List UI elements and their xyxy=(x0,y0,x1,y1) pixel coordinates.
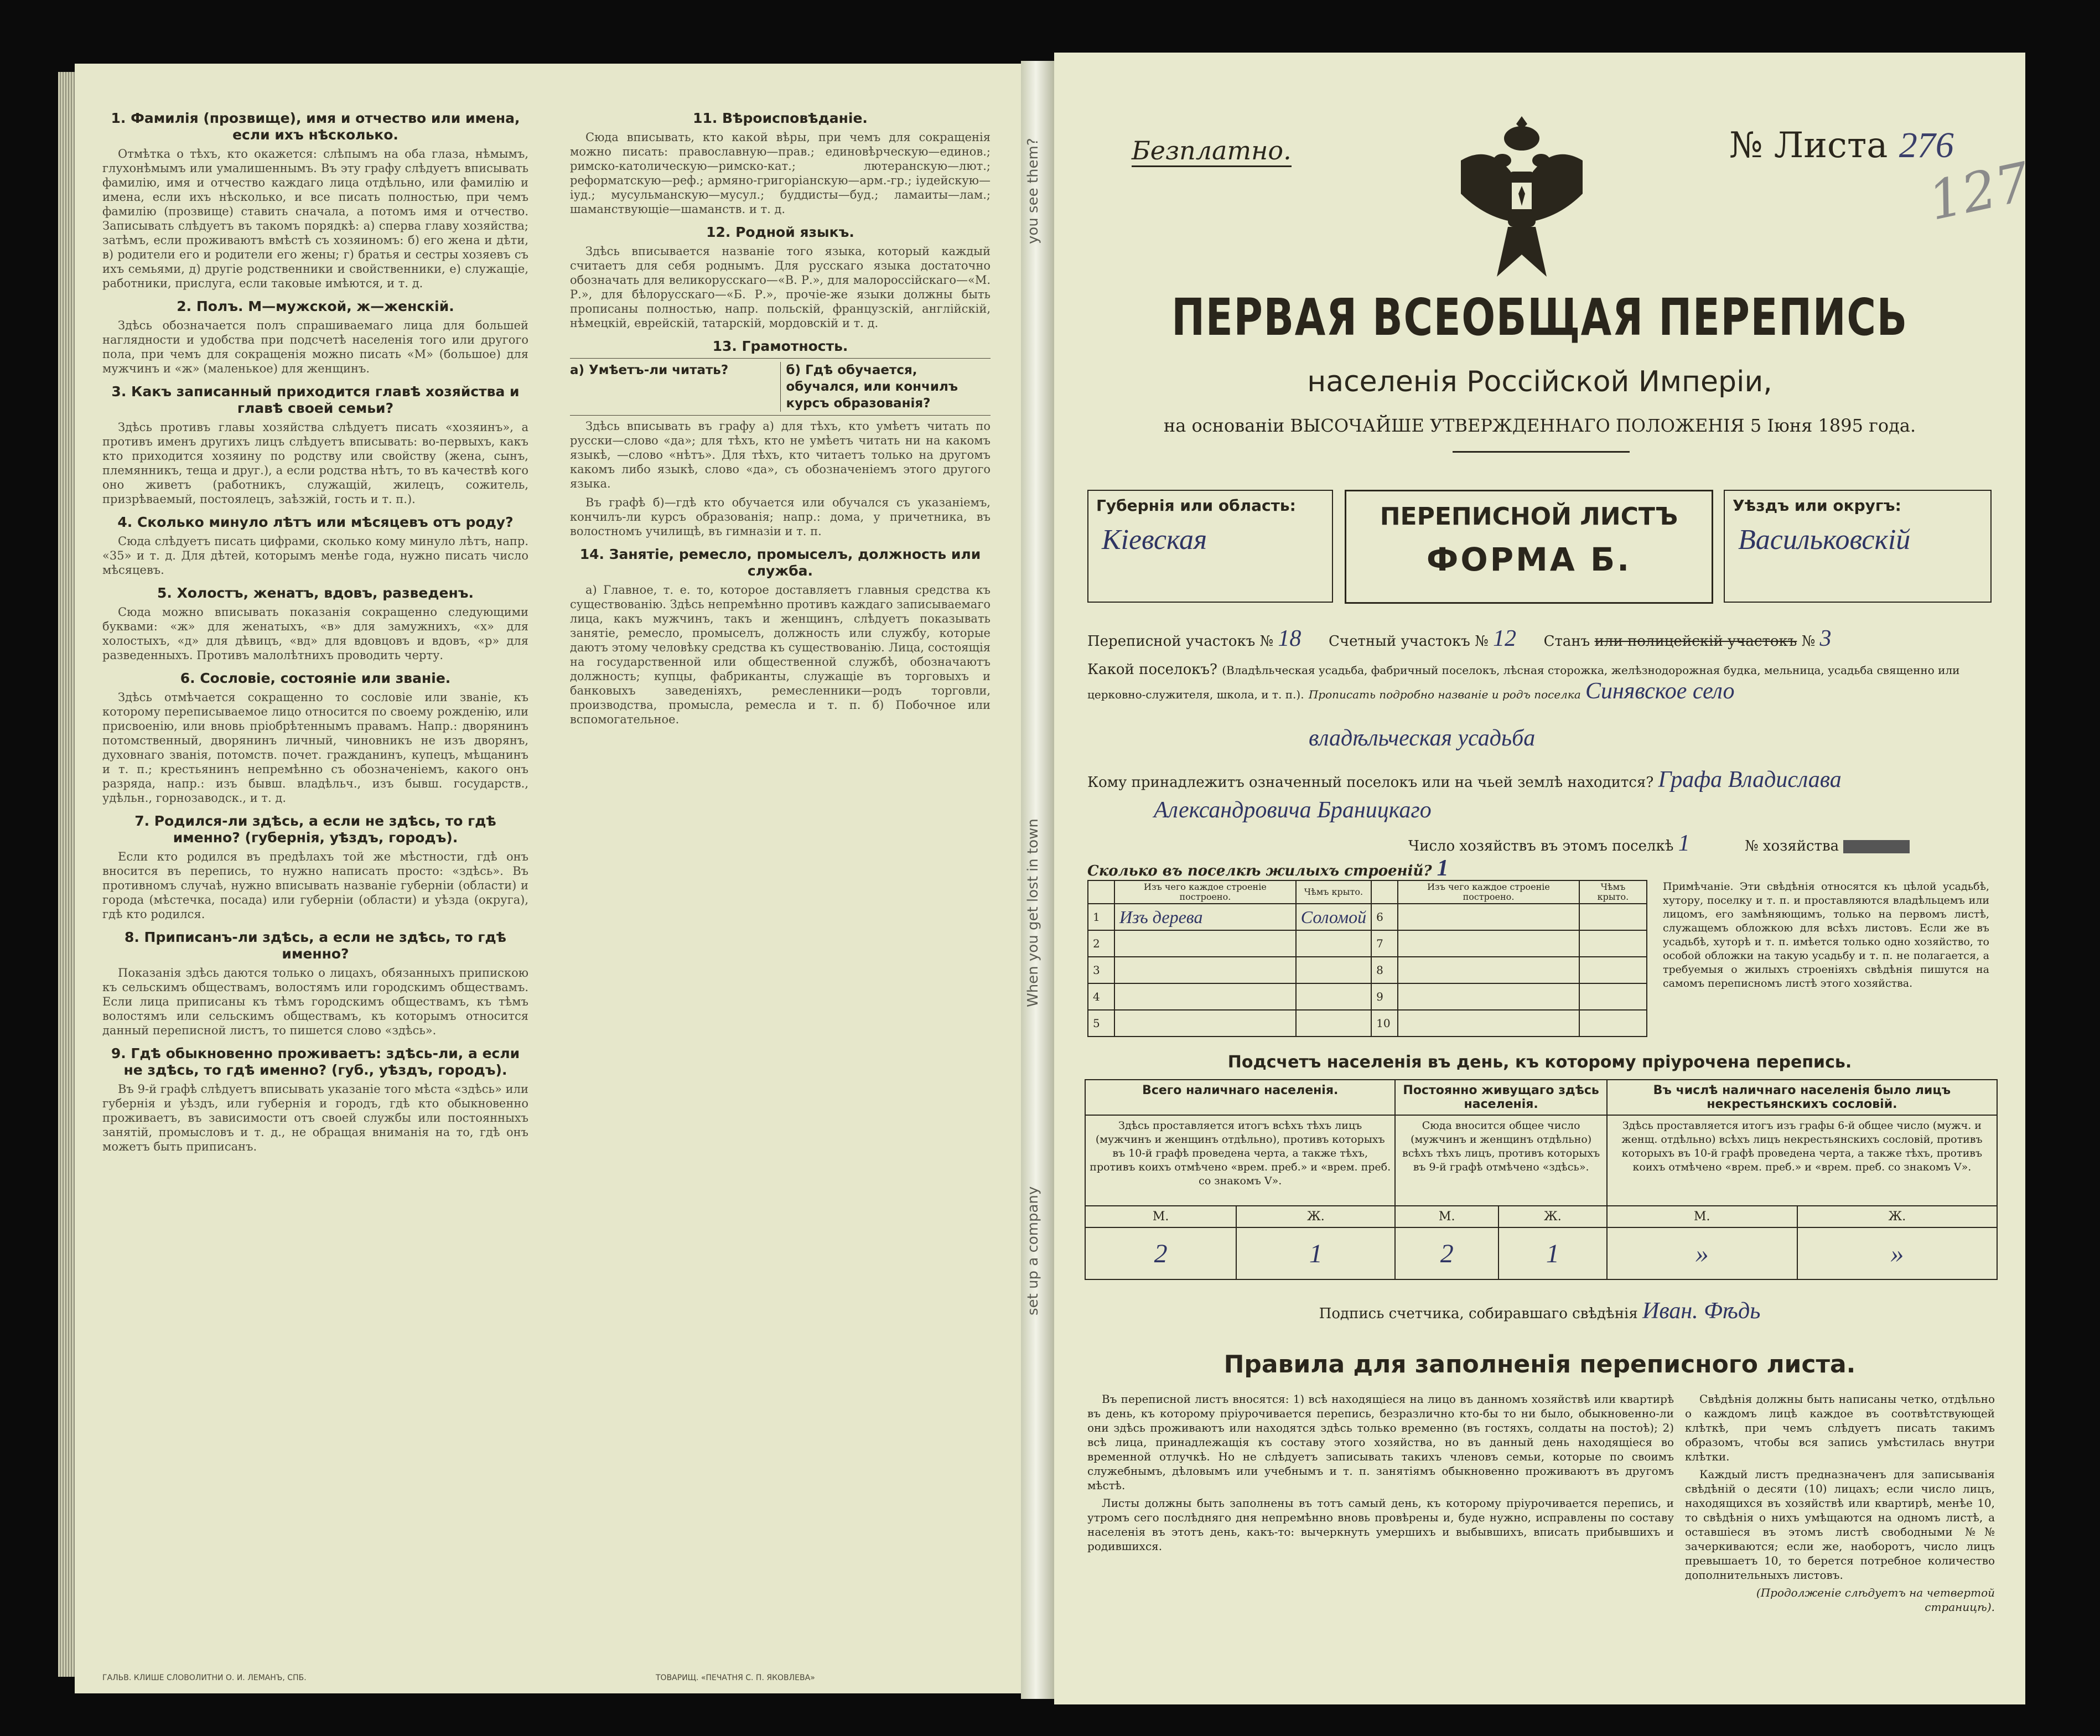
form-name-box xyxy=(1345,490,1713,604)
buildings-note: Примѣчаніе. Эти свѣдѣнія относятся къ цѣлой усадьбѣ, хутору, поселку и т. п. и проставляются владѣльцемъ или лицомъ, его замѣняющимъ, только на первомъ листѣ, служащемъ обложкою для всѣхъ листовъ. Если же въ усадьбѣ, хуторѣ и т. п. имѣется только одно хозяйство, то особой обложки на такую усадьбу и т. п. не полагается, а требуемыя о жилыхъ строеніяхъ свѣдѣнія пишутся на самомъ переписномъ листѣ этого хозяйства. xyxy=(1663,880,1989,989)
redaction-mark xyxy=(1843,840,1910,853)
item-heading: 6. Сословіе, состояніе или званіе. xyxy=(180,670,451,686)
col-built-header: Изъ чего каждое строеніе построено. xyxy=(1114,880,1296,904)
roof-cell xyxy=(1296,1010,1371,1037)
roof-cell xyxy=(1579,957,1647,983)
item-text: Здѣсь противъ главы хозяйства слѣдуетъ писать «хозяинъ», а противъ именъ другихъ лицъ слѣдуетъ вписывать: во-первыхъ, какъ кто приходится хозяину по родству или свойству (жена, сынъ, племянникъ, теща и друг.), а если родства нѣтъ, то въ качествѣ кого оно живетъ (работникъ, служащій, жилецъ, сожитель, призрѣваемый, постоялецъ, заѣзжій, гость и т. п.). xyxy=(102,421,528,506)
owner-value: Графа Владислава xyxy=(1658,767,1842,792)
item-heading: 5. Холостъ, женатъ, вдовъ, разведенъ. xyxy=(157,585,474,601)
resident-population-desc: Сюда вносится общее число (мужчинъ и женщинъ отдѣльно) всѣхъ тѣхъ лицъ, противъ которыхъ въ 9-й графѣ отмѣчено «здѣсь». xyxy=(1395,1115,1606,1206)
item-text: Сюда вписывать, кто какой вѣры, при чемъ для сокращенія можно писать: православную—прав.; единовѣрческую—единов.; римско-католическую—римско-кат.; лютеранскую—лют.; реформатскую—реф.; армяно-григоріанскую—арм.-гр.; іудейскую—іуд.; мусульманскую—мусул.; буддисты—буд.; ламаиты—лам.; шаманствующіе—шаманств. и т. д. xyxy=(570,131,991,216)
female-header: Ж. xyxy=(1236,1206,1395,1227)
household-no-label: № хозяйства xyxy=(1744,838,1839,854)
item-heading: 1. Фамилія (прозвище), имя и отчество или имена, если ихъ нѣсколько. xyxy=(111,110,520,143)
printer-credit: ГАЛЬВ. КЛИШЕ СЛОВОЛИТНИ О. И. ЛЕМАНЪ, СПБ. xyxy=(102,1673,307,1682)
roof-cell xyxy=(1296,957,1371,983)
instructions-column-2 xyxy=(570,102,991,731)
buildings-row xyxy=(1087,855,1995,882)
pencil-folio-number: 127 xyxy=(1923,151,2035,232)
item-text: Въ 9-й графѣ слѣдуетъ вписывать указаніе того мѣста «здѣсь» или губернія и уѣздъ, или губернія и городъ, гдѣ кто обыкновенно проживаетъ, въ зависимости отъ своей службы или постоянныхъ занятій, промысловъ и т. д., не обращая вниманія на то, гдѣ онъ можетъ быть приписанъ. xyxy=(102,1082,528,1153)
page-subtitle: населенія Россійской Имперіи, xyxy=(1307,365,1772,398)
buildings-label: Сколько въ поселкѣ жилыхъ строеній? xyxy=(1087,863,1432,879)
built-cell xyxy=(1114,957,1296,983)
count-cell: 1 xyxy=(1236,1227,1395,1279)
settlement-hint-2: Прописать подробно названіе и родъ поселка xyxy=(1308,688,1581,701)
signature-label: Подпись счетчика, собиравшаго свѣдѣнія xyxy=(1319,1305,1638,1322)
gubernia-box xyxy=(1087,490,1333,603)
continued-note: (Продолженіе слѣдуетъ на четвертой страницѣ). xyxy=(1756,1586,1995,1614)
rules-paragraph: Въ переписной листъ вносятся: 1) всѣ находящіеся на лицо въ данномъ хозяйствѣ или квартирѣ въ день, къ которому пріурочивается перепись, безразлично кто-бы то ни было, обыкновенно-ли они здѣсь проживаютъ или находятся здѣсь только временно (въ гостяхъ, солдаты на постоѣ); 2) всѣ лица, принадлежащія къ составу этого хозяйства, но въ данный день находящіеся во временной отлучкѣ. Но не слѣдуетъ записывать такихъ членовъ семьи, которые по своимъ служебнымъ, дѣловымъ или учебнымъ и т. п. занятіямъ обыкновенно проживаютъ въ другомъ мѣстѣ. xyxy=(1087,1392,1674,1492)
owner-row-2 xyxy=(1087,797,2061,823)
built-cell: Изъ дерева xyxy=(1114,904,1296,930)
built-cell xyxy=(1398,1010,1579,1037)
settlement-row-2 xyxy=(1087,725,2100,752)
divider xyxy=(1453,451,1630,453)
table-row xyxy=(1088,983,1647,1010)
left-page-instructions xyxy=(75,64,1021,1693)
sheet-number-label: № Листа xyxy=(1729,125,1888,166)
owner-label: Кому принадлежитъ означенный поселокъ или на чьей землѣ находится? xyxy=(1087,774,1654,791)
gubernia-value: Кіевская xyxy=(1102,524,1207,556)
printer-credit: ТОВАРИЩ. «ПЕЧАТНЯ С. П. ЯКОВЛЕВА» xyxy=(656,1673,815,1682)
right-page-census-form xyxy=(1054,53,2035,1704)
resident-population-header: Постоянно живущаго здѣсь населенія. xyxy=(1395,1080,1606,1115)
count-district-value: 12 xyxy=(1492,626,1516,651)
settlement-hint: (Владѣльческая усадьба, фабричный поселокъ, лѣсная сторожка, желѣзнодорожная будка, мельница, усадьба священно или церковно-служителя, школа, и т. п.). xyxy=(1087,664,1960,701)
item-heading: 12. Родной языкъ. xyxy=(706,224,854,240)
count-cell: » xyxy=(1607,1227,1797,1279)
row-number: 2 xyxy=(1088,930,1114,957)
col-roof-header: Чѣмъ крыто. xyxy=(1296,880,1371,904)
census-district-label: Переписной участокъ № xyxy=(1087,633,1274,650)
row-number: 9 xyxy=(1371,983,1398,1010)
built-cell xyxy=(1114,930,1296,957)
present-population-header: Всего наличнаго населенія. xyxy=(1085,1080,1395,1115)
item-text: а) Главное, т. е. то, которое доставляетъ главныя средства къ существованію. Здѣсь непремѣнно противъ каждаго записываемаго лица, какъ мужчинъ, такъ и женщинъ, слѣдуетъ показывать занятіе, ремесло, промыселъ, должность или службу, которые даютъ этому человѣку средства къ существованію. Лица, состоящія на государственной или общественной службѣ, обозначаютъ должность; купцы, фабриканты, служащіе въ торговыхъ и банковыхъ заведеніяхъ, ремесленники—родъ торговли, производства, промысла, ремесла и т. п. б) Побочное или вспомогательное. xyxy=(570,583,991,726)
item-text: Сюда слѣдуетъ писать цифрами, сколько кому минуло лѣтъ, напр. «35» и т. д. Для дѣтей, которымъ менѣе года, нужно писать число мѣсяцевъ. xyxy=(102,535,528,577)
non-peasant-desc: Здѣсь проставляется итогъ изъ графы 6-й общее число (мужч. и женщ. отдѣльно) всѣхъ лицъ некрестьянскихъ сословій, противъ которыхъ въ 10-й графѣ проведена черта, а также тѣхъ, противъ коихъ отмѣчено «врем. преб.» и «врем. преб. со знакомъ V». xyxy=(1607,1115,1997,1206)
uezd-label: Уѣздъ или округъ: xyxy=(1733,496,1901,515)
item-heading: 13. Грамотность. xyxy=(712,338,848,354)
row-number: 3 xyxy=(1088,957,1114,983)
count-cell: 1 xyxy=(1498,1227,1607,1279)
census-district-value: 18 xyxy=(1278,626,1302,651)
stan-label: Станъ xyxy=(1543,633,1590,650)
rules-column-1 xyxy=(1087,1392,1674,1557)
male-header: М. xyxy=(1607,1206,1797,1227)
built-cell xyxy=(1114,1010,1296,1037)
row-number: 4 xyxy=(1088,983,1114,1010)
item-heading: 2. Полъ. М—мужской, ж—женскій. xyxy=(177,298,454,314)
built-cell xyxy=(1398,930,1579,957)
uezd-value: Васильковскій xyxy=(1738,524,1911,556)
built-cell xyxy=(1398,957,1579,983)
signature-value: Иван. Фѣдь xyxy=(1642,1298,1761,1324)
rules-title: Правила для заполненія переписного листа. xyxy=(1223,1350,1856,1379)
stan-no-label: № xyxy=(1801,633,1816,650)
roof-cell xyxy=(1296,983,1371,1010)
row-number: 6 xyxy=(1371,904,1398,930)
present-population-desc: Здѣсь проставляется итогъ всѣхъ тѣхъ лицъ (мужчинъ и женщинъ отдѣльно), противъ которыхъ въ 10-й графѣ проведена черта, а также тѣхъ, противъ коихъ отмѣчено «врем. преб.» и «врем. преб. со знакомъ V». xyxy=(1085,1115,1395,1206)
count-cell: » xyxy=(1797,1227,1997,1279)
count-district-label: Счетный участокъ № xyxy=(1329,633,1489,650)
owner-row xyxy=(1087,766,1995,793)
built-cell xyxy=(1114,983,1296,1010)
built-cell xyxy=(1398,904,1579,930)
page-title: ПЕРВАЯ ВСЕОБЩАЯ ПЕРЕПИСЬ xyxy=(1171,288,1908,347)
households-row xyxy=(1087,830,2100,857)
owner-value-2: Александровича Браницкаго xyxy=(1154,797,1432,823)
settlement-value: Синявское село xyxy=(1585,678,1735,704)
table-row xyxy=(1088,904,1647,930)
table-row xyxy=(1088,930,1647,957)
roof-cell xyxy=(1579,1010,1647,1037)
population-count-title: Подсчетъ населенія въ день, къ которому пріурочена перепись. xyxy=(1227,1053,1852,1072)
roof-cell xyxy=(1296,930,1371,957)
roof-cell xyxy=(1579,983,1647,1010)
gubernia-label: Губернія или область: xyxy=(1096,496,1296,515)
roof-cell xyxy=(1579,904,1647,930)
item-heading: б) Гдѣ обучается, обучался, или кончилъ курсъ образованія? xyxy=(780,362,991,412)
item-heading: а) Умѣетъ-ли читать? xyxy=(570,363,729,377)
row-number: 7 xyxy=(1371,930,1398,957)
item-text: Если кто родился въ предѣлахъ той же мѣстности, гдѣ онъ вносится въ перепись, то нужно написать просто: «здѣсь». Въ противномъ случаѣ, нужно вписывать названіе губерніи (области) и города (мѣстечка, посада) или губерніи (области) и уѣзда (округа), гдѣ кто родился. xyxy=(102,850,528,921)
households-label: Число хозяйствъ въ этомъ поселкѣ xyxy=(1408,838,1674,854)
item-text: Здѣсь обозначается полъ спрашиваемаго лица для большей наглядности и удобства при подсчетѣ населенія того или другого пола, при чемъ для сокращенія можно писать «М» (большое) для мужчинъ и «ж» (маленькое) для женщинъ. xyxy=(102,319,528,375)
item-text: Въ графѣ б)—гдѣ кто обучается или обучался съ указаніемъ, кончилъ-ли курсъ образованія; напр.: дома, у причетника, въ волостномъ училищѣ, въ гимназіи и т. п. xyxy=(570,496,991,538)
item-text: Здѣсь вписывается названіе того языка, который каждый считаетъ для себя роднымъ. Для русскаго языка достаточно обозначать для великорусскаго—«В. Р.», для малороссійскаго—«М. Р.», для бѣлорусскаго—«Б. Р.», прочіе-же языки должны быть прописаны полностью, напр. польскій, французскій, англійскій, нѣмецкій, еврейскій, татарскій, мордовскій и т. д. xyxy=(570,245,991,330)
buildings-table xyxy=(1087,880,1647,1037)
item-heading: 11. Вѣроисповѣданіе. xyxy=(693,110,868,126)
settlement-row xyxy=(1087,661,1995,704)
count-cell: 2 xyxy=(1085,1227,1236,1279)
roof-cell: Соломой xyxy=(1296,904,1371,930)
households-value: 1 xyxy=(1678,831,1690,856)
item-heading: 9. Гдѣ обыкновенно проживаетъ: здѣсь-ли, а если не здѣсь, то гдѣ именно? (губ., уѣздъ, городъ). xyxy=(111,1045,520,1078)
literacy-subheadings xyxy=(570,358,991,416)
settlement-value-2: владѣльческая усадьба xyxy=(1309,726,1536,751)
item-text: Отмѣтка о тѣхъ, кто окажется: слѣпымъ на оба глаза, нѣмымъ, глухонѣмымъ или умалишеннымъ. Въ эту графу слѣдуетъ вписывать фамилію, имя и отчество каждаго лица отдѣльно, или фамилію и имена, если ихъ нѣсколько, и все писать полностью, при чемъ фамилію (прозвище) ставить сначала, а потомъ имя и отчество. Записывать слѣдуетъ въ такомъ порядкѣ: а) сперва главу хозяйства; затѣмъ, если проживаютъ вмѣстѣ съ хозяиномъ: б) его жена и дѣти, в) родители его и родители его жены; г) братья и сестры хозяевъ съ ихъ семьями, д) другіе родственники и свойственники, е) служащіе, работники, прислуга, если таковые имѣются, и т. д. xyxy=(102,147,528,290)
population-count-table xyxy=(1085,1079,1998,1280)
strip-text: you see them? xyxy=(1025,138,1041,244)
built-cell xyxy=(1398,983,1579,1010)
non-peasant-header: Въ числѣ наличнаго населенія было лицъ некрестьянскихъ сословій. xyxy=(1607,1080,1997,1115)
sheet-number-value: 276 xyxy=(1899,125,1954,165)
col-built-header: Изъ чего каждое строеніе построено. xyxy=(1398,880,1579,904)
item-text: Здѣсь вписывать въ графу а) для тѣхъ, кто умѣетъ читать по русски—слово «да»; для тѣхъ, кто не умѣетъ читать ни на какомъ языкѣ, —слово «нѣтъ». Для тѣхъ, кто читаетъ только на другомъ какомъ либо языкѣ, слово «да», съ обозначеніемъ этого другого языка. xyxy=(570,419,991,490)
stan-struck-text: или полицейскій участокъ xyxy=(1594,633,1797,650)
form-type: ФОРМА Б. xyxy=(1426,541,1632,578)
male-header: М. xyxy=(1395,1206,1498,1227)
item-heading: 4. Сколько минуло лѣтъ или мѣсяцевъ отъ роду? xyxy=(117,514,514,530)
col-roof-header: Чѣмъ крыто. xyxy=(1579,880,1647,904)
table-row xyxy=(1088,957,1647,983)
free-label: Безплатно. xyxy=(1132,136,1292,167)
row-number: 1 xyxy=(1088,904,1114,930)
stan-value: 3 xyxy=(1819,626,1832,651)
uezd-box xyxy=(1724,490,1992,603)
male-header: М. xyxy=(1085,1206,1236,1227)
legal-basis: на основаніи ВЫСОЧАЙШЕ УТВЕРЖДЕННАГО ПОЛОЖЕНІЯ 5 Іюня 1895 года. xyxy=(1163,415,1916,436)
item-text: Сюда можно вписывать показанія сокращенно следующими буквами: «ж» для женатыхъ, «в» для замужнихъ, «х» для холостыхъ, «д» для дѣвицъ, «вд» для вдовцовъ и вдовъ, «р» для разведенныхъ. Противъ малолѣтнихъ проводить черту. xyxy=(102,605,528,662)
item-heading: 8. Приписанъ-ли здѣсь, а если не здѣсь, то гдѣ именно? xyxy=(124,929,507,962)
item-heading: 7. Родился-ли здѣсь, а если не здѣсь, то гдѣ именно? (губернія, уѣздъ, городъ). xyxy=(134,813,496,846)
strip-text: When you get lost in town xyxy=(1025,818,1041,1008)
item-text: Здѣсь отмѣчается сокращенно то сословіе или званіе, къ которому переписываемое лицо относится по своему рожденію, или присвоенію, или вновь пріобрѣтеннымъ правамъ. Напр.: дворянинъ потомственный, дворянинъ личный, чиновникъ не изъ дворянъ, духовнаго званія, потомств. почет. гражданинъ, купецъ, мѣщанинъ и т. п.; крестьянинъ непремѣнно съ обозначеніемъ, какого онъ разряда, напр.: изъ бывш. владѣльч., изъ бывш. государств., удѣльн., горнозаводск., и т. д. xyxy=(102,691,528,805)
rules-paragraph: Каждый листъ предназначенъ для записыванія свѣдѣній о десяти (10) лицахъ; если число лицъ, находящихся въ хозяйствѣ или квартирѣ, менѣе 10, то свѣдѣнія о нихъ умѣщаются на одномъ листѣ, а оставшіеся въ этомъ листѣ свободными №№ зачеркиваются; если же, наоборотъ, число лицъ превышаетъ 10, то берется потребное количество дополнительныхъ листовъ. xyxy=(1685,1468,1995,1582)
rules-paragraph: Листы должны быть заполнены въ тотъ самый день, къ которому пріурочивается перепись, и утромъ сего послѣдняго дня непремѣнно вновь провѣрены и, буде нужно, исправлены по составу населенія въ этотъ день, какъ-то: вычеркнуть умершихъ и выбывшихъ, вписать прибывшихъ и родившихся. xyxy=(1087,1496,1674,1553)
rules-paragraph: Свѣдѣнія должны быть написаны четко, отдѣльно о каждомъ лицѣ каждое въ соотвѣтствующей клѣткѣ, при чемъ слѣдуетъ писать такимъ образомъ, чтобы вся запись умѣстилась внутри клѣтки. xyxy=(1685,1392,1995,1463)
roof-cell xyxy=(1579,930,1647,957)
item-heading: 3. Какъ записанный приходится главѣ хозяйства и главѣ своей семьи? xyxy=(111,384,520,416)
female-header: Ж. xyxy=(1797,1206,1997,1227)
enumerator-signature-row xyxy=(1054,1298,2025,1324)
buildings-value: 1 xyxy=(1437,856,1449,881)
female-header: Ж. xyxy=(1498,1206,1607,1227)
row-number: 10 xyxy=(1371,1010,1398,1037)
rules-column-2 xyxy=(1685,1392,1995,1618)
item-heading: 14. Занятіе, ремесло, промыселъ, должность или служба. xyxy=(579,546,981,579)
instructions-column-1 xyxy=(102,102,528,1158)
count-cell: 2 xyxy=(1395,1227,1498,1279)
district-row xyxy=(1087,625,1995,652)
sheet-number xyxy=(1729,125,1954,167)
row-number: 8 xyxy=(1371,957,1398,983)
table-row xyxy=(1088,1010,1647,1037)
settlement-label: Какой поселокъ? xyxy=(1087,661,1217,678)
row-number: 5 xyxy=(1088,1010,1114,1037)
item-text: Показанія здѣсь даются только о лицахъ, обязанныхъ припискою къ сельскимъ обществамъ, волостямъ или городскимъ обществамъ. Если лица приписаны къ тѣмъ городскимъ обществамъ, къ тѣмъ волостямъ или сельскимъ обществамъ, къ которымъ относится данный переписной листъ, то пишется слово «здѣсь». xyxy=(102,966,528,1037)
strip-text: set up a company xyxy=(1025,1186,1041,1315)
double-headed-eagle-crest xyxy=(1450,111,1594,299)
form-title: ПЕРЕПИСНОЙ ЛИСТЪ xyxy=(1380,502,1678,531)
